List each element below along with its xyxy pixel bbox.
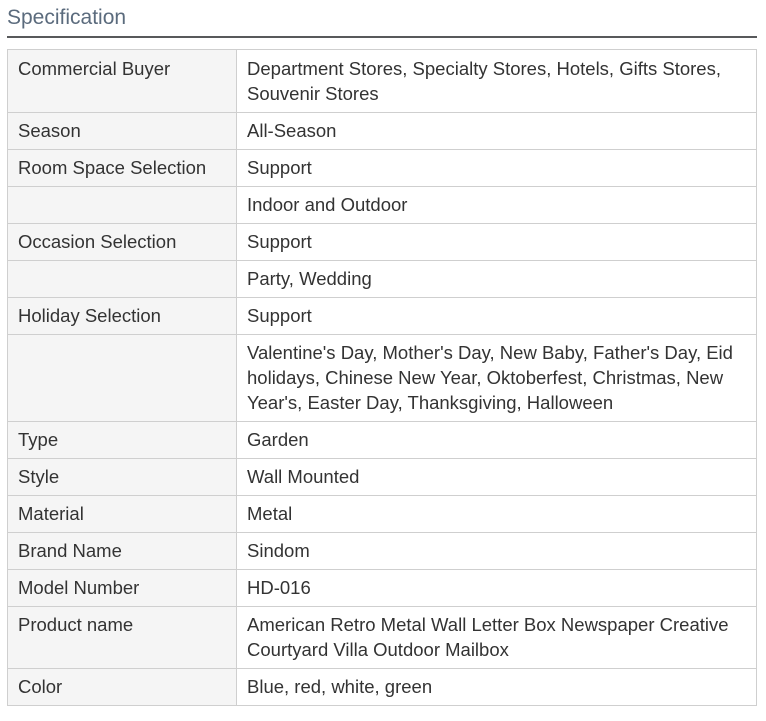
table-row [8, 113, 757, 150]
spec-value: Support [237, 224, 757, 261]
spec-label: Season [8, 113, 237, 150]
spec-label: Material [8, 496, 237, 533]
spec-label: Occasion Selection [8, 224, 237, 261]
spec-label: Commercial Buyer [8, 50, 237, 113]
spec-label: Type [8, 422, 237, 459]
spec-label: Product name [8, 607, 237, 669]
table-row [8, 669, 757, 706]
spec-value: Department Stores, Specialty Stores, Hotels, Gifts Stores, Souvenir Stores [237, 50, 757, 113]
spec-value: Metal [237, 496, 757, 533]
spec-value: Sindom [237, 533, 757, 570]
table-row [8, 459, 757, 496]
spec-label [8, 261, 237, 298]
spec-value: Support [237, 150, 757, 187]
spec-value: All-Season [237, 113, 757, 150]
table-row [8, 533, 757, 570]
table-row [8, 187, 757, 224]
spec-value: Blue, red, white, green [237, 669, 757, 706]
spec-value: HD-016 [237, 570, 757, 607]
table-row [8, 570, 757, 607]
spec-value: Support [237, 298, 757, 335]
spec-value: American Retro Metal Wall Letter Box Newspaper Creative Courtyard Villa Outdoor Mailbox [237, 607, 757, 669]
spec-value: Indoor and Outdoor [237, 187, 757, 224]
spec-label: Color [8, 669, 237, 706]
spec-label: Model Number [8, 570, 237, 607]
table-row [8, 607, 757, 669]
table-row [8, 422, 757, 459]
table-row [8, 150, 757, 187]
spec-label: Style [8, 459, 237, 496]
table-row [8, 261, 757, 298]
spec-value: Party, Wedding [237, 261, 757, 298]
spec-value: Garden [237, 422, 757, 459]
table-row [8, 335, 757, 422]
spec-label: Room Space Selection [8, 150, 237, 187]
specification-title: Specification [7, 6, 127, 29]
specification-table [7, 49, 757, 706]
spec-label [8, 187, 237, 224]
spec-value: Valentine's Day, Mother's Day, New Baby, Father's Day, Eid holidays, Chinese New Year, Oktoberfest, Christmas, New Year's, Easter Day, Thanksgiving, Halloween [237, 335, 757, 422]
spec-label: Holiday Selection [8, 298, 237, 335]
specification-header [7, 0, 757, 38]
spec-label: Brand Name [8, 533, 237, 570]
table-row [8, 298, 757, 335]
table-row [8, 496, 757, 533]
table-row [8, 50, 757, 113]
spec-label [8, 335, 237, 422]
table-row [8, 224, 757, 261]
spec-value: Wall Mounted [237, 459, 757, 496]
